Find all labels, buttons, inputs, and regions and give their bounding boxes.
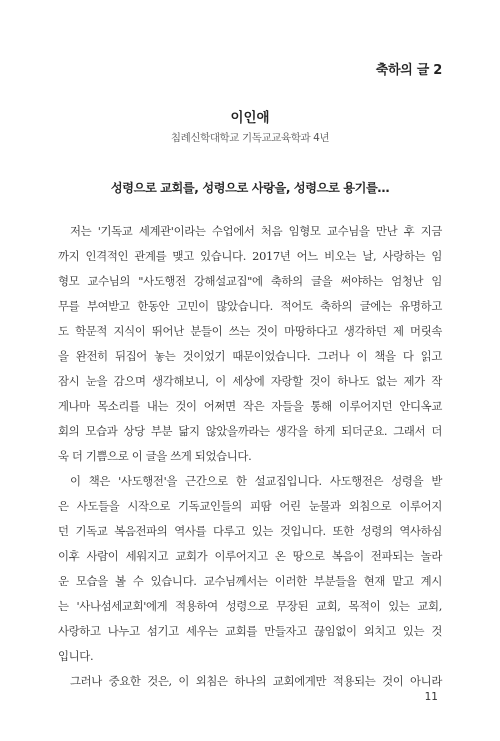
page-number: 11 (424, 691, 438, 703)
body-line: 이후 사람이 세워지고 교회가 이루어지고 온 땅으로 복음이 전파되는 놀라 (58, 549, 442, 563)
body-line: 게나마 목소리를 내는 것이 어쩌면 작은 자들을 통해 이루어지던 안디옥교 (58, 399, 442, 413)
body-line: 까지 인격적인 관계를 맺고 있습니다. 2017년 어느 비오는 날, 사랑하는 임 (58, 249, 442, 263)
body-line: 잠시 눈을 감으며 생각해보니, 이 세상에 자랑할 것이 하나도 없는 제가 작 (58, 374, 442, 388)
body-line: 을 완전히 뒤집어 놓는 것이었기 때문이었습니다. 그러나 이 책을 다 읽고 (58, 349, 442, 363)
body-line: 그러나 중요한 것은, 이 외침은 하나의 교회에게만 적용되는 것이 아니라 (70, 674, 442, 688)
body-line: 는 '사나섬세교회'에게 적용하여 성령으로 무장된 교회, 목적이 있는 교회, (58, 599, 442, 613)
body-line: 은 사도들을 시작으로 기독교인들의 피땀 어린 눈물과 외침으로 이루어지 (58, 499, 442, 513)
body-line: 입니다. (58, 649, 94, 663)
body-line: 이 책은 '사도행전'을 근간으로 한 설교집입니다. 사도행전은 성령을 받 (70, 474, 442, 488)
body-line: 운 모습을 볼 수 있습니다. 교수님께서는 이러한 부분들을 현재 맡고 계시 (58, 574, 442, 588)
body-line: 저는 '기독교 세계관'이라는 수업에서 처음 임형모 교수님을 만난 후 지금 (70, 224, 442, 238)
body-line: 회의 모습과 상당 부분 닮지 않았을까라는 생각을 하게 되더군요. 그래서 더 (58, 424, 442, 438)
body-text (58, 219, 442, 694)
author-name: 이인애 (230, 110, 270, 126)
section-title: 축하의 글 2 (375, 63, 442, 78)
author-affiliation: 침례신학대학교 기독교교육학과 4년 (170, 132, 330, 144)
body-line: 던 기독교 복음전파의 역사를 다루고 있는 것입니다. 또한 성령의 역사하심 (58, 524, 442, 538)
body-line: 무를 부여받고 한동안 고민이 많았습니다. 적어도 축하의 글에는 유명하고 (58, 299, 442, 313)
body-line: 욱 더 기쁨으로 이 글을 쓰게 되었습니다. (58, 449, 252, 463)
body-line: 도 학문적 지식이 뛰어난 분들이 쓰는 것이 마땅하다고 생각하던 제 머릿속 (58, 324, 442, 338)
body-line: 형모 교수님의 "사도행전 강해설교집"에 축하의 글을 써야하는 엄청난 임 (58, 274, 442, 288)
article-subtitle: 성령으로 교회를, 성령으로 사랑을, 성령으로 용기를… (110, 181, 390, 195)
body-line: 사랑하고 나누고 섬기고 세우는 교회를 만들자고 끊임없이 외치고 있는 것 (58, 624, 442, 638)
